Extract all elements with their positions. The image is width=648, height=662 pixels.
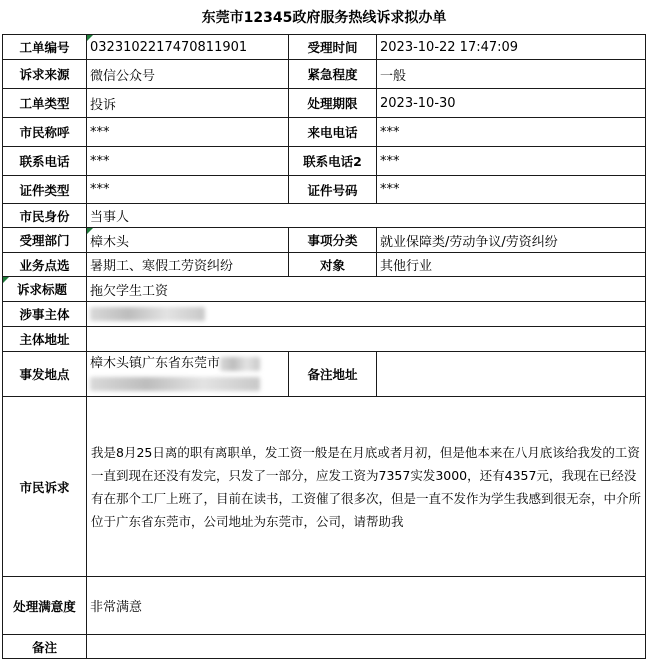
redacted-location-1 xyxy=(220,357,260,371)
row-contact-phone xyxy=(3,147,646,176)
value-department[interactable]: 樟木头 xyxy=(87,228,289,253)
label-target: 对象 xyxy=(289,253,377,277)
value-contact-phone[interactable]: *** xyxy=(87,147,289,176)
value-contact-phone2[interactable]: *** xyxy=(377,147,646,176)
row-source xyxy=(3,60,646,89)
ticket-form-table xyxy=(2,34,646,659)
label-subject: 诉求标题 xyxy=(3,277,87,302)
value-incident-location[interactable] xyxy=(87,352,289,397)
row-department xyxy=(3,228,646,253)
value-urgency[interactable]: 一般 xyxy=(377,60,646,89)
value-identity[interactable]: 当事人 xyxy=(87,204,646,228)
value-ticket-type[interactable]: 投诉 xyxy=(87,89,289,118)
value-entity-address[interactable] xyxy=(87,327,646,352)
redacted-involved-party xyxy=(90,307,205,321)
row-involved-party xyxy=(3,302,646,327)
row-satisfaction xyxy=(3,577,646,635)
value-source[interactable]: 微信公众号 xyxy=(87,60,289,89)
value-remarks[interactable] xyxy=(87,635,646,659)
label-department: 受理部门 xyxy=(3,228,87,253)
label-contact-phone2: 联系电话2 xyxy=(289,147,377,176)
value-subject[interactable]: 拖欠学生工资 xyxy=(87,277,646,302)
form-title: 东莞市12345政府服务热线诉求拟办单 xyxy=(201,10,447,26)
label-identity: 市民身份 xyxy=(3,204,87,228)
label-id-number: 证件号码 xyxy=(289,176,377,204)
value-caller-phone[interactable]: *** xyxy=(377,118,646,147)
label-urgency: 紧急程度 xyxy=(289,60,377,89)
label-remarks: 备注 xyxy=(3,635,87,659)
value-involved-party[interactable] xyxy=(87,302,646,327)
row-business-point xyxy=(3,253,646,277)
value-accept-time[interactable]: 2023-10-22 17:47:09 xyxy=(377,35,646,60)
label-ticket-type: 工单类型 xyxy=(3,89,87,118)
value-ticket-no[interactable]: 0323102217470811901 xyxy=(87,35,289,60)
row-ticket-no xyxy=(3,35,646,60)
label-entity-address: 主体地址 xyxy=(3,327,87,352)
value-id-number[interactable]: *** xyxy=(377,176,646,204)
redacted-location-2 xyxy=(90,377,260,391)
value-satisfaction[interactable]: 非常满意 xyxy=(87,577,646,635)
row-request xyxy=(3,397,646,577)
value-remark-address[interactable] xyxy=(377,352,646,397)
row-remarks xyxy=(3,635,646,659)
label-source: 诉求来源 xyxy=(3,60,87,89)
label-deadline: 处理期限 xyxy=(289,89,377,118)
label-satisfaction: 处理满意度 xyxy=(3,577,87,635)
row-citizen-title xyxy=(3,118,646,147)
label-caller-phone: 来电电话 xyxy=(289,118,377,147)
label-remark-address: 备注地址 xyxy=(289,352,377,397)
label-accept-time: 受理时间 xyxy=(289,35,377,60)
label-id-type: 证件类型 xyxy=(3,176,87,204)
value-id-type[interactable]: *** xyxy=(87,176,289,204)
label-contact-phone: 联系电话 xyxy=(3,147,87,176)
value-business-point[interactable]: 暑期工、寒假工劳资纠纷 xyxy=(87,253,289,277)
value-citizen-title[interactable]: *** xyxy=(87,118,289,147)
label-citizen-title: 市民称呼 xyxy=(3,118,87,147)
label-request: 市民诉求 xyxy=(3,397,87,577)
value-request[interactable]: 我是8月25日离的职有离职单，发工资一般是在月底或者月初，但是他本来在八月底该给我发的工资一直到现在还没有发完，只发了一部分，应发工资为7357实发3000，还有4357元，我现在已经没有在那个工厂上班了，目前在读书，工资催了很多次，但是一直不发作为学生我感到很无奈，中介所位于广东省东莞市，公司地址为东莞市，公司，请帮助我 xyxy=(87,397,646,577)
label-involved-party: 涉事主体 xyxy=(3,302,87,327)
row-incident-location xyxy=(3,352,646,397)
row-entity-address xyxy=(3,327,646,352)
row-subject xyxy=(3,277,646,302)
value-category[interactable]: 就业保障类/劳动争议/劳资纠纷 xyxy=(377,228,646,253)
label-business-point: 业务点选 xyxy=(3,253,87,277)
row-ticket-type xyxy=(3,89,646,118)
label-incident-location: 事发地点 xyxy=(3,352,87,397)
value-target[interactable]: 其他行业 xyxy=(377,253,646,277)
label-ticket-no: 工单编号 xyxy=(3,35,87,60)
row-identity xyxy=(3,204,646,228)
incident-location-text: 樟木头镇广东省东莞市 xyxy=(90,356,221,371)
value-deadline[interactable]: 2023-10-30 xyxy=(377,89,646,118)
label-category: 事项分类 xyxy=(289,228,377,253)
row-id-type xyxy=(3,176,646,204)
